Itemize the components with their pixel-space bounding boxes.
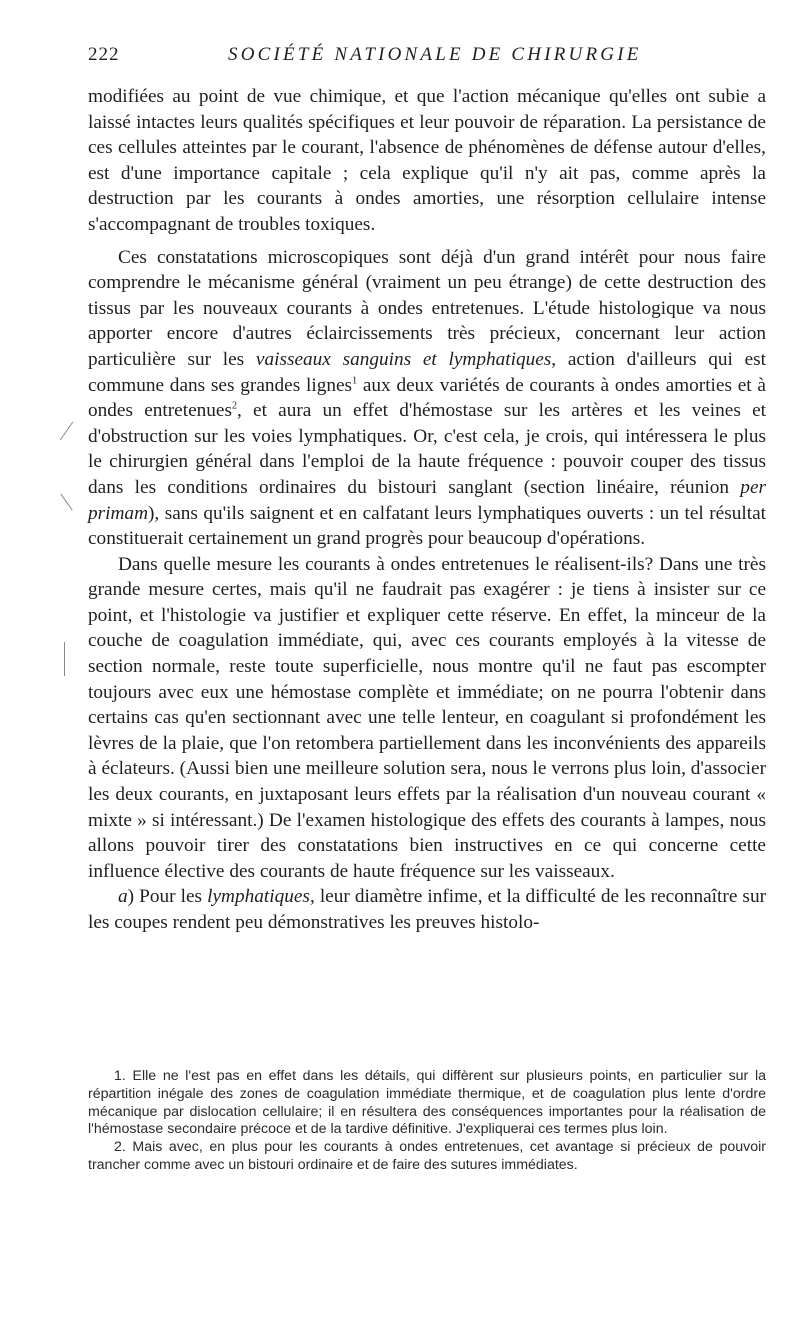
footnotes (88, 1068, 766, 1175)
paragraph-4-part2: , leur diamètre infime, et la difficulté de les reconnaître sur les coupes rendent peu démonstratives les preuves histolo- (88, 886, 767, 933)
footnote-1-number: 1. (114, 1068, 126, 1084)
page-number: 222 (88, 44, 120, 65)
running-title: SOCIÉTÉ NATIONALE DE CHIRURGIE (228, 44, 642, 65)
paragraph-3: Dans quelle mesure les courants à ondes entretenues le réalisent-ils? Dans une très grande mesure certes, mais qu'il ne faudrait pas exagérer : je tiens à insister sur ce point, et l'histologie va justifier et expliquer cette réserve. En effet, la minceur de la couche de coagulation immédiate, qui, avec ces courants employés à la vitesse de section normale, reste toute superficielle, nous montre qu'il ne faut pas escompter toujours avec eux une hémostase complète et immédiate; on ne pourra l'obtenir dans certains cas qu'en sectionnant avec une telle lenteur, en coagulant si profondément les lèvres de la plaie, que l'on retombera partiellement dans les inconvénients des appareils à éclateurs. (Aussi bien une meilleure solution sera, nous le verrons plus loin, d'associer les deux courants, en juxtaposant leurs effets par la réalisation d'un nouveau courant « mixte » si intéressant.) De l'examen histologique des effets des courants à lampes, nous allons pouvoir tirer des constatations bien instructives en ce qui concerne cette influence élective des courants de haute fréquence sur les vaisseaux. (88, 553, 766, 882)
paragraph-4 (88, 884, 766, 935)
footnote-ref-1: 1 (352, 375, 358, 387)
body-text (88, 84, 766, 936)
paragraph-4-prefix: a (118, 886, 128, 908)
paragraph-2-part3: aux deux variétés de courants à ondes amorties et à ondes entretenues (88, 374, 766, 422)
page-header (88, 44, 764, 70)
margin-mark (60, 494, 72, 511)
footnote-2-text: Mais avec, en plus pour les courants à ondes entretenues, cet avantage si précieux de pouvoir trancher comme avec un bistouri ordinaire et de faire des sutures immédiates. (88, 1139, 766, 1173)
paragraph-2-part4: , et aura un effet d'hémostase sur les artères et les veines et d'obstruction sur les voies lymphatiques. Or, c'est cela, je crois, qui intéressera le plus le chirurgien général dans l'emploi de la haute fréquence : pouvoir couper des tissus dans les conditions ordinaires du bistouri sanglant (section linéaire, réunion (88, 400, 766, 498)
margin-mark (60, 422, 73, 441)
paragraph-2-part5: ), sans qu'ils saignent et en calfatant leurs lymphatiques ouverts : un tel résultat constituerait certainement un grand progrès pour beaucoup d'opérations. (88, 502, 766, 550)
paragraph-4-part1: ) Pour les (127, 886, 208, 908)
footnote-2 (88, 1139, 766, 1175)
footnote-1-text: Elle ne l'est pas en effet dans les détails, qui diffèrent sur plusieurs points, en particulier sur la répartition inégale des zones de coagulation immédiate thermique, et de coagulation plus lente d'ordre mécanique par dislocation cellulaire; il en résultera des conséquences importantes pour la réalisation de l'hémostase secondaire précoce et de la tardive définitive. J'expliquerai ces termes plus loin. (88, 1068, 766, 1138)
paragraph-2-part1: Ces constatations microscopiques sont déjà d'un grand intérêt pour nous faire comprendre le mécanisme général (vraiment un peu étrange) de cette destruction des tissus par les nouveaux courants à ondes entretenues. L'étude histologique va nous apporter encore d'autres éclaircissements très précieux, concernant leur action particulière sur les (88, 246, 766, 370)
paragraph-1: modifiées au point de vue chimique, et que l'action mécanique qu'elles ont subie a laissé intactes leurs qualités spécifiques et leur pouvoir de réparation. La persistance de ces cellules atteintes par le courant, l'absence de phénomènes de défense autour d'elles, est d'une importance capitale ; cela explique qu'il n'y ait pas, comme après la destruction par les courants à ondes amorties, une résorption cellulaire intense s'accompagnant de troubles toxiques. (88, 86, 766, 235)
footnote-2-number: 2. (114, 1139, 126, 1156)
paragraph-2 (88, 245, 766, 552)
footnote-1 (88, 1068, 766, 1139)
paragraph-2-italic-vessels: vaisseaux sanguins et lymphatiques (255, 348, 552, 370)
paragraph-2-part2: , action d'ailleurs qui est commune dans ses grandes lignes (88, 348, 766, 396)
paragraph-4-italic-lymphatics: lymphatiques (207, 886, 310, 908)
footnote-ref-2: 2 (232, 400, 237, 412)
margin-mark (64, 642, 65, 676)
paragraph-2-italic-per-primam: per primam (88, 476, 766, 524)
